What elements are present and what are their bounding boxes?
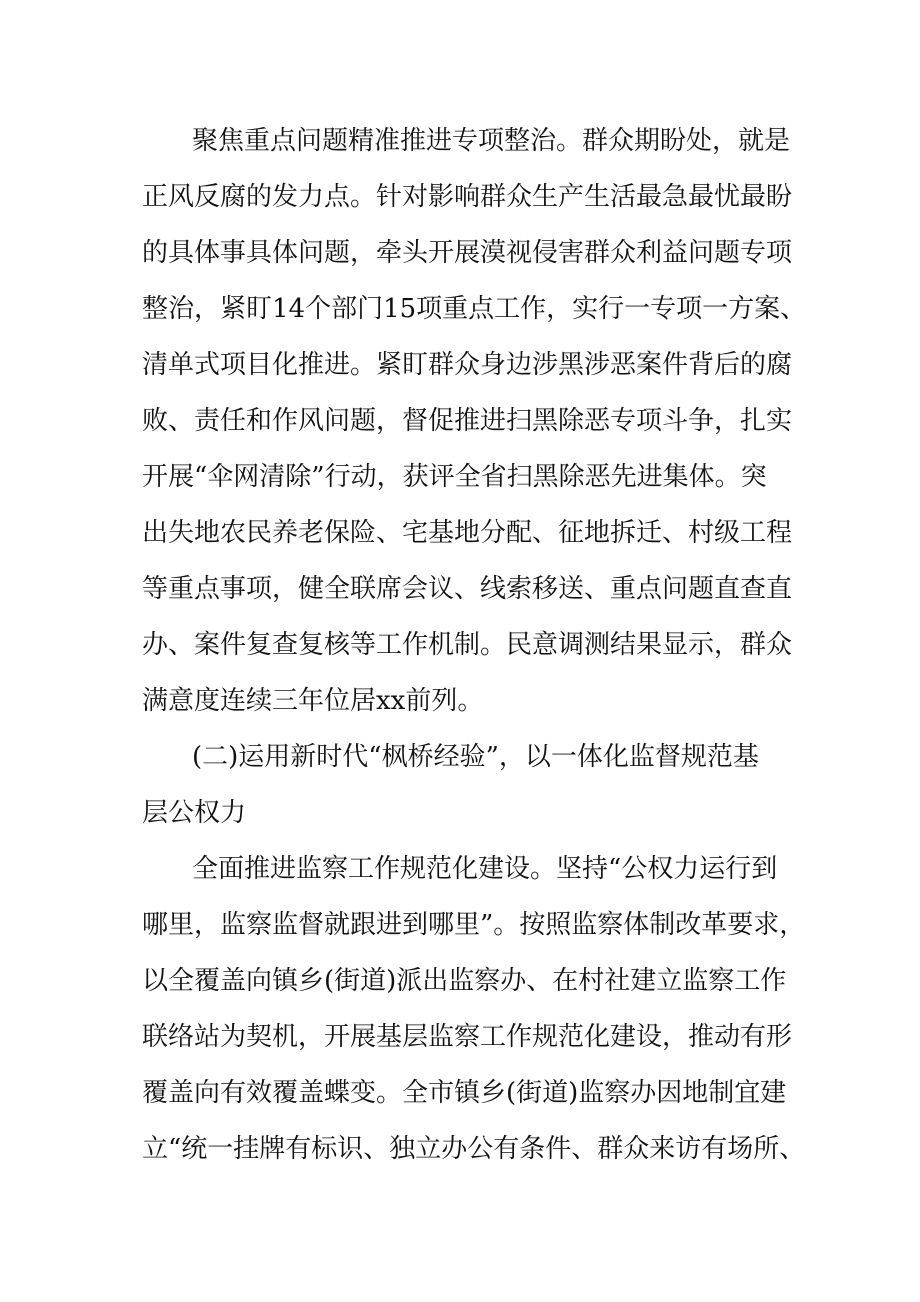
section-heading-line: 层公权力 xyxy=(142,798,247,828)
text-line: 出失地农民养老保险、宅基地分配、征地拆迁、村级工程 xyxy=(142,518,793,548)
text-line: 的具体事具体问题，牵头开展漠视侵害群众利益问题专项 xyxy=(142,238,793,268)
text-line: 正风反腐的发力点。针对影响群众生产生活最急最忧最盼 xyxy=(142,182,793,212)
text-line: 哪里，监察监督就跟进到哪里”。按照监察体制改革要求， xyxy=(142,910,806,940)
text-line: 等重点事项，健全联席会议、线索移送、重点问题直查直 xyxy=(142,574,793,604)
text-line: 联络站为契机，开展基层监察工作规范化建设，推动有形 xyxy=(142,1022,793,1052)
text-line: 败、责任和作风问题，督促推进扫黑除恶专项斗争，扎实 xyxy=(142,406,793,436)
text-line: 整治，紧盯14个部门15项重点工作，实行一专项一方案、 xyxy=(142,294,807,324)
text-line: 满意度连续三年位居xx前列。 xyxy=(142,686,484,716)
text-line: 以全覆盖向镇乡(街道)派出监察办、在村社建立监察工作 xyxy=(142,966,787,996)
text-line: 清单式项目化推进。紧盯群众身边涉黑涉恶案件背后的腐 xyxy=(142,350,793,380)
text-line: 办、案件复查复核等工作机制。民意调测结果显示，群众 xyxy=(142,630,793,660)
text-line: 全面推进监察工作规范化建设。坚持“公权力运行到 xyxy=(192,854,778,884)
text-line: 聚焦重点问题精准推进专项整治。群众期盼处，就是 xyxy=(192,126,791,156)
section-heading-line: (二)运用新时代“枫桥经验”，以一体化监督规范基 xyxy=(192,742,759,772)
text-line: 立“统一挂牌有标识、独立办公有条件、群众来访有场所、 xyxy=(142,1134,806,1164)
text-line: 覆盖向有效覆盖蝶变。全市镇乡(街道)监察办因地制宜建 xyxy=(142,1078,787,1108)
text-line: 开展“伞网清除”行动，获评全省扫黑除恶先进集体。突 xyxy=(142,462,767,492)
